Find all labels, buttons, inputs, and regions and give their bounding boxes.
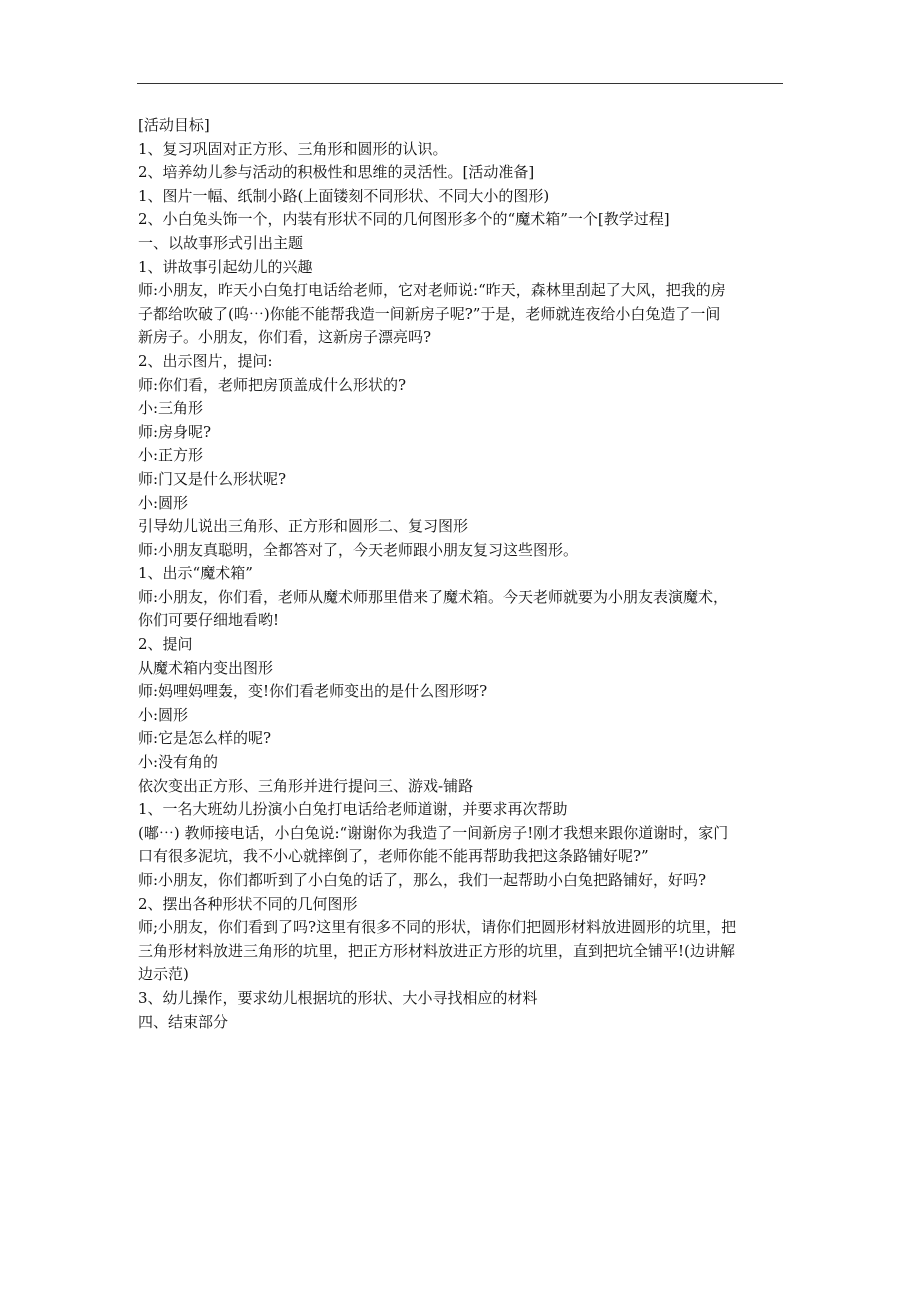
text-line: 师:小朋友，你们看，老师从魔术师那里借来了魔术箱。今天老师就要为小朋友表演魔术， [138, 587, 729, 606]
text-line: 师;小朋友，你们看到了吗?这里有很多不同的形状，请你们把圆形材料放进圆形的坑里，把 [138, 918, 737, 937]
text-line: 师:小朋友，你们都听到了小白兔的话了，那么，我们一起帮助小白兔把路铺好，好吗? [138, 871, 707, 889]
text-line: 小:没有角的 [138, 753, 219, 772]
text-line: 1、复习巩固对正方形、三角形和圆形的认识。 [138, 139, 448, 158]
section-heading: 四、结束部分 [138, 1012, 229, 1031]
text-line: 小:圆形 [138, 493, 189, 512]
text-line: 边示范) [138, 965, 189, 984]
text-line: 2、提问 [138, 635, 193, 654]
text-line: 1、图片一幅、纸制小路(上面镂刻不同形状、不同大小的图形) [138, 186, 550, 205]
document-body [138, 114, 786, 1034]
text-line: 2、小白兔头饰一个，内装有形状不同的几何图形多个的“魔术箱”一个[教学过程] [138, 210, 670, 229]
text-line: 师:门又是什么形状呢? [138, 469, 287, 488]
text-line: 小:三角形 [138, 399, 204, 418]
text-line: 2、培养幼儿参与活动的积极性和思维的灵活性。[活动准备] [138, 163, 535, 182]
text-line: 小:圆形 [138, 705, 189, 724]
text-line: 2、摆出各种形状不同的几何图形 [138, 894, 358, 913]
text-line: 师:小朋友真聪明，全都答对了，今天老师跟小朋友复习这些图形。 [138, 540, 579, 559]
text-line: 3、幼儿操作，要求幼儿根据坑的形状、大小寻找相应的材料 [138, 988, 538, 1007]
text-line: 新房子。小朋友，你们看，这新房子漂亮吗? [138, 328, 432, 347]
text-line: 2、出示图片，提问: [138, 351, 273, 370]
text-line: 1、出示“魔术箱” [138, 564, 253, 583]
text-line: 师:房身呢? [138, 422, 212, 441]
text-line: 小:正方形 [138, 446, 204, 465]
section-heading: 一、以故事形式引出主题 [138, 233, 304, 252]
text-line: 你们可要仔细地看哟! [138, 611, 280, 630]
text-line: 师:妈哩妈哩轰，变!你们看老师变出的是什么图形呀? [138, 682, 488, 701]
text-line: (嘟⋯) 教师接电话，小白兔说:“谢谢你为我造了一间新房子!刚才我想来跟你道谢时，家门 [138, 823, 729, 842]
section-heading-goals: [活动目标] [138, 116, 210, 134]
text-line: 口有很多泥坑，我不小心就摔倒了，老师你能不能再帮助我把这条路铺好呢?” [138, 847, 649, 866]
text-line: 子都给吹破了(呜⋯)你能不能帮我造一间新房子呢?”于是，老师就连夜给小白兔造了一间 [138, 304, 721, 323]
text-line: 三角形材料放进三角形的坑里，把正方形材料放进正方形的坑里，直到把坑全铺平!(边讲解 [138, 941, 735, 960]
text-line: 1、一名大班幼儿扮演小白兔打电话给老师道谢，并要求再次帮助 [138, 800, 568, 819]
text-line: 引导幼儿说出三角形、正方形和圆形二、复习图形 [138, 517, 469, 536]
text-line: 师:你们看，老师把房顶盖成什么形状的? [138, 375, 407, 394]
text-line: 从魔术箱内变出图形 [138, 658, 274, 677]
text-line: 依次变出正方形、三角形并进行提问三、游戏-铺路 [138, 776, 474, 795]
text-line: 师:小朋友，昨天小白兔打电话给老师，它对老师说:“昨天，森林里刮起了大风，把我的房 [138, 281, 726, 300]
text-line: 师:它是怎么样的呢? [138, 729, 272, 748]
text-line: 1、讲故事引起幼儿的兴趣 [138, 257, 313, 276]
header-rule [137, 83, 783, 84]
